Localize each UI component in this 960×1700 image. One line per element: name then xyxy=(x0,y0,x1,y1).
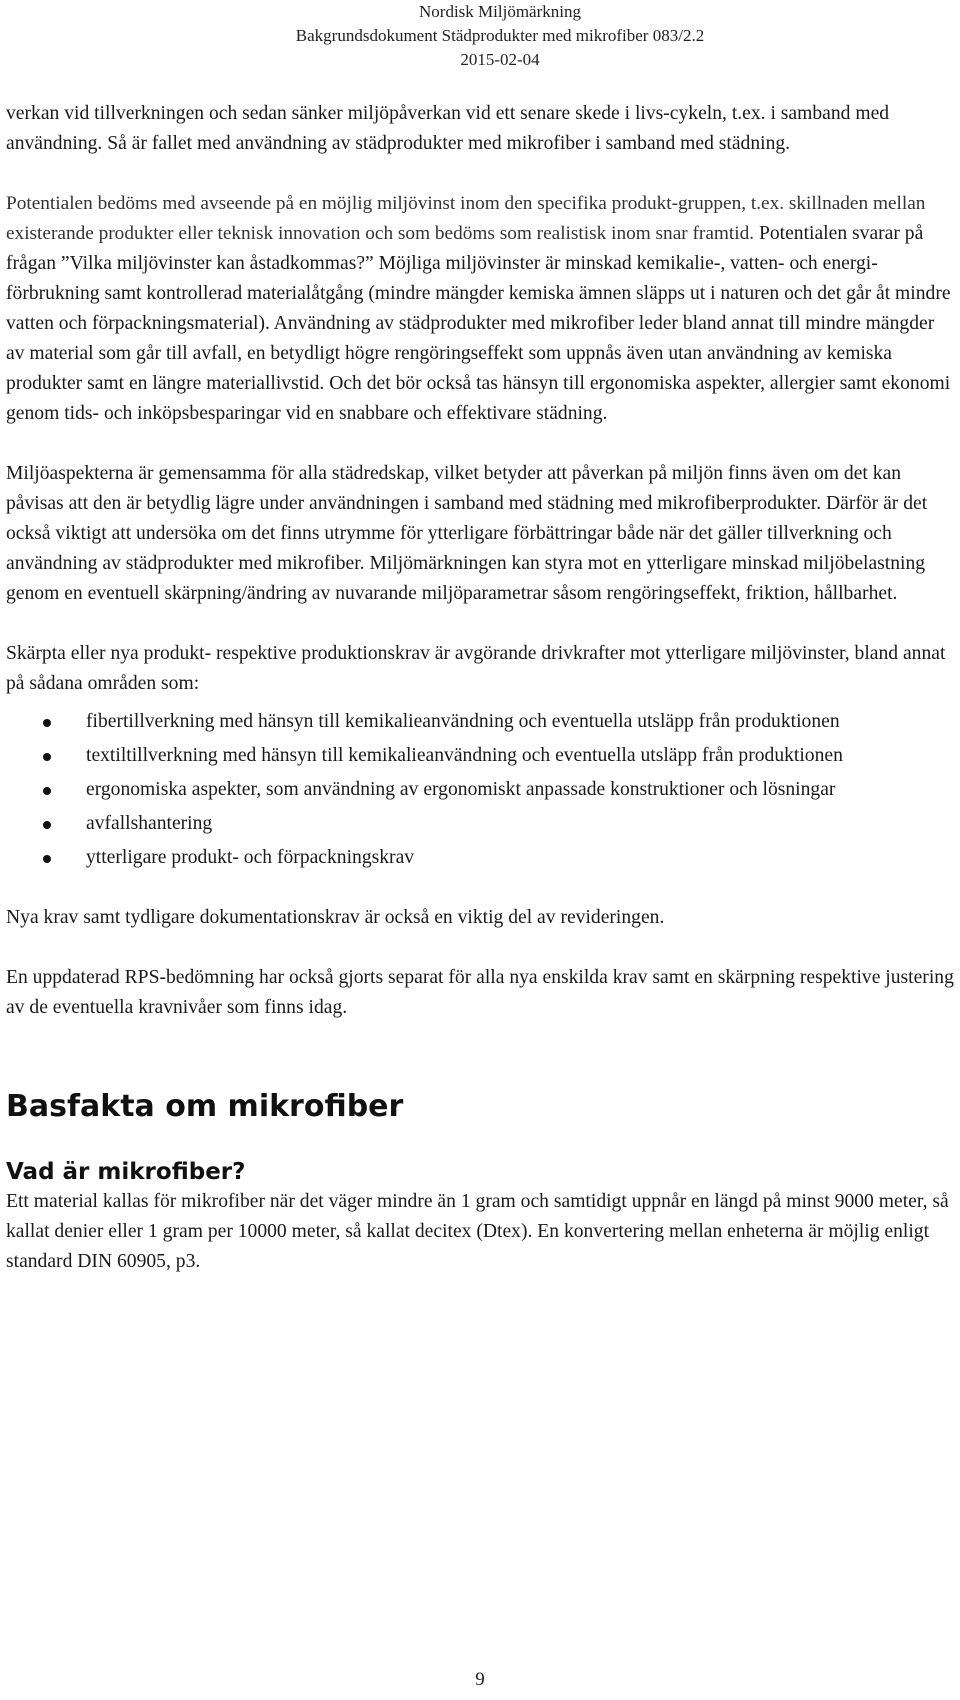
bullet-icon xyxy=(43,855,51,863)
paragraph-7: En uppdaterad RPS-bedömning har också gjorts separat för alla nya enskilda krav samt en skärpning respektive justering av de eventuella kravnivåer som finns idag. xyxy=(6,967,954,1018)
list-item: ytterligare produkt- och förpackningskrav xyxy=(6,843,954,873)
header-date: 2015-02-04 xyxy=(460,50,540,69)
page-header xyxy=(0,0,960,72)
header-org: Nordisk Miljömärkning xyxy=(419,2,581,21)
section-subheading: Vad är mikrofiber? xyxy=(6,1159,246,1185)
paragraph-4: Miljöaspekterna är gemensamma för alla städredskap, vilket betyder att påverkan på miljön finns även om det kan påvisas att den är betydlig lägre under användningen i samband med städning med mikrofiberprodukter. Därför är det också viktigt att undersöka om det finns utrymme för ytterligare förbättringar både när det gäller tillverkning och användning av städprodukter med mikrofiber. Miljömärkningen kan styra mot en ytterligare minskad miljöbelastning genom en eventuell skärpning/ändring av nuvarande miljöparametrar såsom rengöringseffekt, friktion, hållbarhet. xyxy=(6,463,928,604)
paragraph-1: verkan vid tillverkningen och sedan sänker miljöpåverkan vid ett senare skede i livs-cykeln, t.ex. i samband med användning. Så är fallet med användning av städprodukter med mikrofiber i samband med städning. xyxy=(6,103,890,154)
list-item: textiltillverkning med hänsyn till kemikalieanvändning och eventuella utsläpp från produktionen xyxy=(6,741,954,771)
paragraph-6: Nya krav samt tydligare dokumentationskrav är också en viktig del av revideringen. xyxy=(6,907,665,928)
list-item: fibertillverkning med hänsyn till kemikalieanvändning och eventuella utsläpp från produktionen xyxy=(6,707,954,737)
paragraph-5: Skärpta eller nya produkt- respektive produktionskrav är avgörande drivkrafter mot ytterligare miljövinster, bland annat på sådana områden som: xyxy=(6,643,946,694)
section-paragraph: Ett material kallas för mikrofiber när det väger mindre än 1 gram och samtidigt uppnår en längd på minst 9000 meter, så kallat denier eller 1 gram per 10000 meter, så kallat decitex (Dtex). En konvertering mellan enheterna är möjlig enligt standard DIN 60905, p3. xyxy=(6,1191,949,1272)
header-doc-title: Bakgrundsdokument Städprodukter med mikrofiber 083/2.2 xyxy=(295,26,705,45)
bullet-icon xyxy=(43,787,51,795)
bullet-icon xyxy=(43,753,51,761)
section-heading: Basfakta om mikrofiber xyxy=(6,1089,404,1124)
document-body xyxy=(6,99,954,1277)
bullet-icon xyxy=(43,821,51,829)
paragraph-3: Potentialen svarar på frågan ”Vilka miljövinster kan åstadkommas?” Möjliga miljövinster är minskad kemikalie-, vatten- och energi-förbrukning samt kontrollerad materialåtgång (mindre mängder kemiska ämnen släpps ut i naturen och det går åt mindre vatten och förpackningsmaterial). Användning av städprodukter med mikrofiber leder bland annat till mindre mängder av material som går till avfall, en betydligt högre rengöringseffekt som uppnås även utan användning av kemiska produkter samt en längre materiallivstid. Och det bör också tas hänsyn till ergonomiska aspekter, allergier samt ekonomi genom tids- och inköpsbesparingar vid en snabbare och effektivare städning. xyxy=(6,223,951,424)
criteria-list xyxy=(6,707,954,873)
paragraph-2: Potentialen bedöms med avseende på en möjlig miljövinst inom den specifika produkt-gruppen, t.ex. skillnaden mellan existerande produkter eller teknisk innovation och som bedöms som realistisk inom snar framtid. xyxy=(6,193,926,244)
page-number: 9 xyxy=(475,1669,485,1690)
list-item: avfallshantering xyxy=(6,809,954,839)
bullet-icon xyxy=(43,719,51,727)
list-item: ergonomiska aspekter, som användning av ergonomiskt anpassade konstruktioner och lösningar xyxy=(6,775,954,805)
